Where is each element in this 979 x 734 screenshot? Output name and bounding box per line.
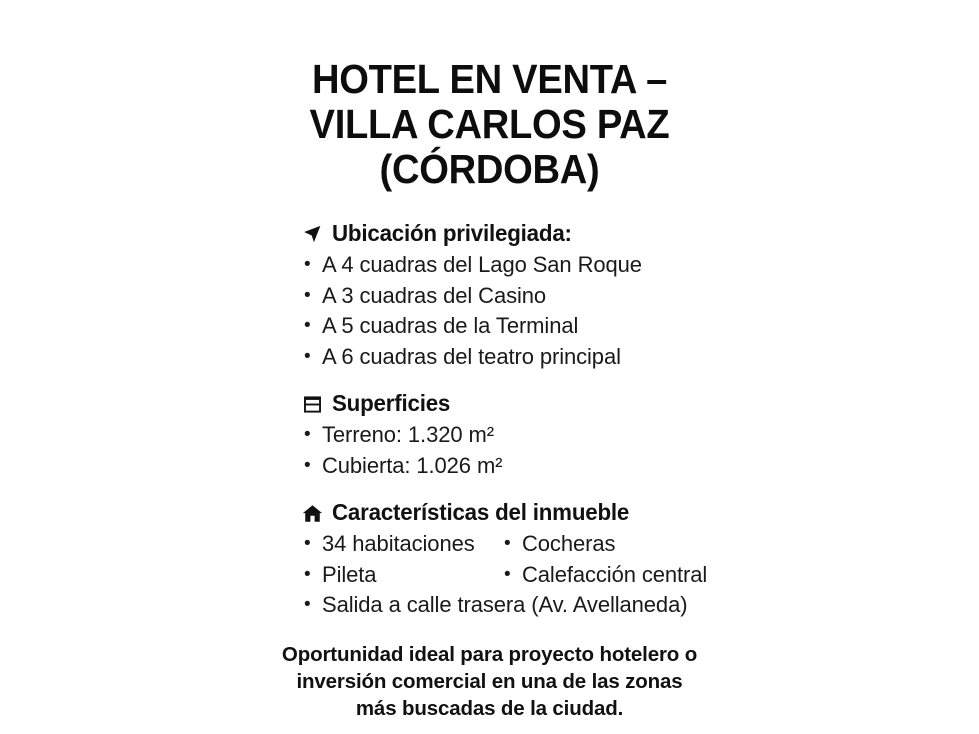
list-item: • 34 habitaciones	[302, 529, 502, 560]
footer-tagline	[0, 641, 979, 722]
caracteristicas-list	[302, 529, 762, 621]
footer-line-2: inversión comercial en una de las zonas	[296, 669, 683, 693]
title-line-2: VILLA CARLOS PAZ	[309, 101, 670, 147]
list-item: • Cocheras	[502, 529, 762, 560]
section-caracteristicas	[302, 497, 762, 621]
section-caracteristicas-title: Características del inmueble	[332, 499, 630, 525]
house-icon	[302, 503, 323, 524]
spacer	[302, 372, 762, 388]
section-ubicacion-header	[302, 218, 762, 248]
location-arrow-icon	[302, 224, 323, 245]
flyer-content	[302, 218, 762, 621]
list-item: • A 4 cuadras del Lago San Roque	[302, 250, 762, 281]
list-item: • Cubierta: 1.026 m²	[302, 451, 762, 482]
page-title	[0, 0, 979, 192]
spacer	[302, 481, 762, 497]
superficies-list	[302, 420, 762, 481]
section-ubicacion	[302, 218, 762, 372]
section-superficies-title: Superficies	[332, 390, 451, 416]
title-line-1: HOTEL EN VENTA –	[312, 56, 667, 102]
list-item: • Pileta	[302, 560, 502, 591]
footer-line-1: Oportunidad ideal para proyecto hotelero o	[281, 642, 698, 666]
list-item: • A 3 cuadras del Casino	[302, 281, 762, 312]
floorplan-icon	[302, 394, 323, 415]
list-item: • Terreno: 1.320 m²	[302, 420, 762, 451]
list-item: • Calefacción central	[502, 560, 762, 591]
section-caracteristicas-header	[302, 497, 762, 527]
footer-line-3: más buscadas de la ciudad.	[355, 696, 624, 720]
section-superficies	[302, 388, 762, 481]
list-item: • Salida a calle trasera (Av. Avellaneda)	[302, 590, 762, 621]
section-ubicacion-title: Ubicación privilegiada:	[332, 220, 572, 246]
title-line-3: (CÓRDOBA)	[379, 146, 600, 192]
section-superficies-header	[302, 388, 762, 418]
ubicacion-list	[302, 250, 762, 372]
list-item: • A 6 cuadras del teatro principal	[302, 342, 762, 373]
list-item: • A 5 cuadras de la Terminal	[302, 311, 762, 342]
